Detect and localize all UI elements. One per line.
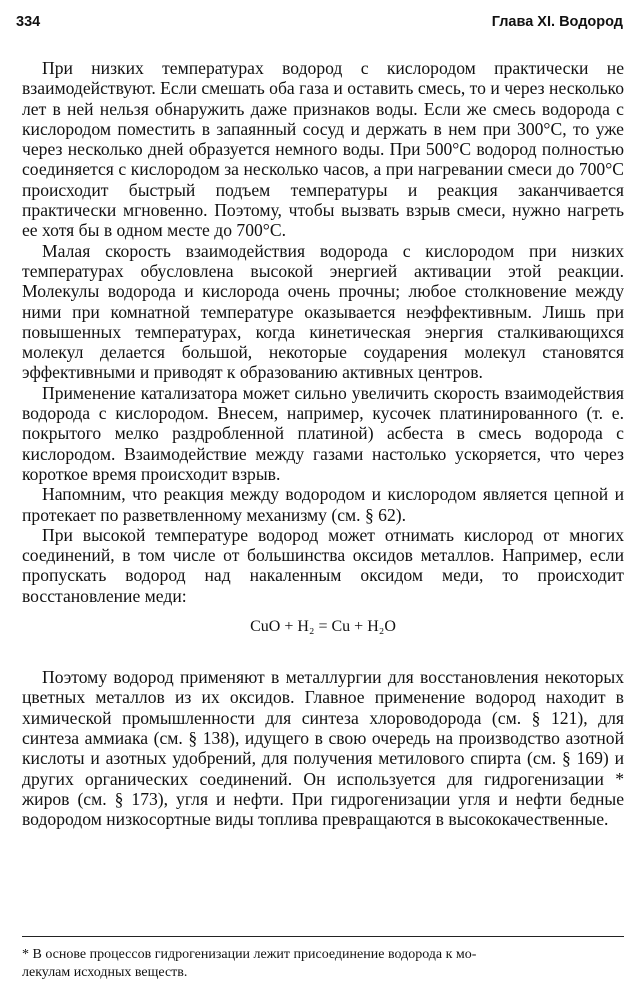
page-number: 334 [16, 14, 41, 30]
chemical-equation: CuO + H₂ = Cu + H₂O [250, 618, 396, 636]
running-header [16, 14, 623, 36]
footnote-line: лекулам исходных веществ. [22, 965, 188, 980]
chapter-title: Глава XI. Водород [491, 14, 623, 30]
paragraph-activation-energy: Малая скорость взаимодействия водорода с кислородом при низких температурах обусловлена высокой энергией активации этой реакции. Молекулы водорода и кислорода очень прочны; любое столкновение между ними при комнатной температуре оказывается неэффективным. Лишь при повышенных температурах, когда кинетическая энергия сталкивающихся молекул делается большой, некоторые соударения молекул становятся эффективными и приводят к образованию активных центров. [22, 240, 624, 383]
paragraph-oxide-reduction: При высокой температуре водород может отнимать кислород от многих соединений, в том числе от большинства оксидов металлов. Например, если пропускать водород над накаленным оксидом меди, то происходит восстановление меди: [22, 524, 624, 606]
paragraph-chain-reaction: Напомним, что реакция между водородом и кислородом является цепной и протекает по разветвленному механизму (см. § 62). [22, 484, 624, 525]
footnote-divider [22, 936, 624, 937]
footnote-line: * В основе процессов гидрогенизации лежит присоединение водорода к мо- [22, 947, 477, 962]
main-text [22, 58, 624, 829]
paragraph-applications: Поэтому водород применяют в металлургии для восстановления некоторых цветных металлов из их оксидов. Главное применение водород находит в химической промышленности для синтеза хлороводорода (см. § 121), для синтеза аммиака (см. § 138), идущего в свою очередь на производство азотной кислоты и азотных удобрений, для получения метилового спирта (см. § 169) и других органических соединений. Он используется для гидрогенизации * жиров (см. § 173), угля и нефти. При гидрогенизации угля и нефти бедные водородом низкосортные виды топлива превращаются в высококачественные. [22, 667, 624, 830]
paragraph-catalyst: Применение катализатора может сильно увеличить скорость взаимодействия водорода с кислородом. Внесем, например, кусочек платинированного (т. е. покрытого мелко раздробленной платиной) асбеста в смесь водорода с кислородом. Взаимодействие между газами настолько ускоряется, что через короткое время происходит взрыв. [22, 382, 624, 484]
footnote [22, 946, 624, 982]
paragraph-low-temperature: При низких температурах водород с кислородом практически не взаимодействуют. Если смешать оба газа и оставить смесь, то и через несколько лет в ней нельзя обнаружить даже признаков воды. Если же смесь водорода с кислородом поместить в запаянный сосуд и держать в нем при 300°С, то уже через несколько дней образуется немного воды. При 500°С водород полностью соединяется с кислородом за несколько часов, а при нагревании смеси до 700°С происходит быстрый подъем температуры и реакция заканчивается практически мгновенно. Поэтому, чтобы вызвать взрыв смеси, нужно нагреть ее хотя бы в одном месте до 700°С. [22, 58, 624, 241]
